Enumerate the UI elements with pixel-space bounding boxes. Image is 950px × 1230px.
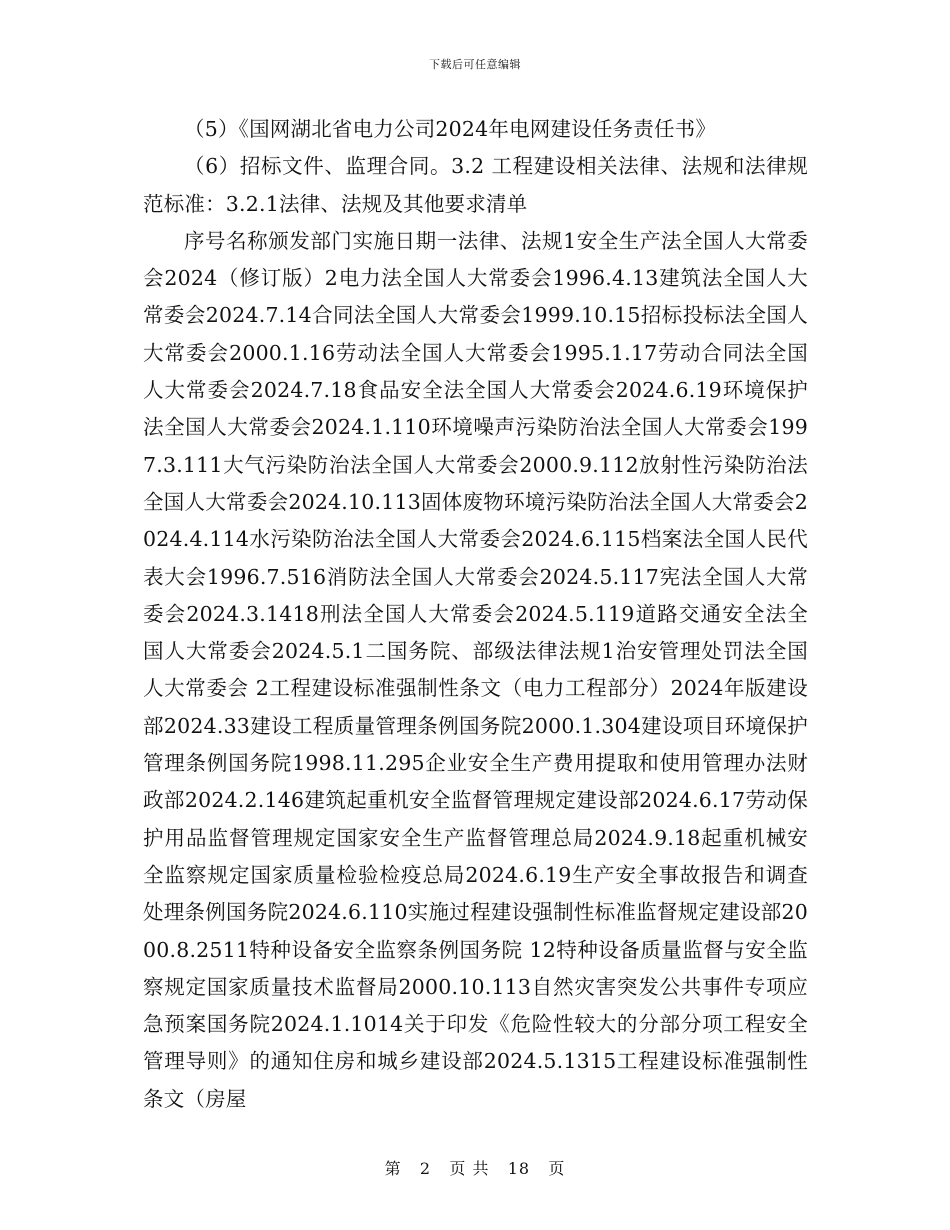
footer-prefix: 第 (384, 1159, 402, 1178)
paragraph-reference-6: （6）招标文件、监理合同。3.2 工程建设相关法律、法规和法律规范标准：3.2.1法律、法规及其他要求清单 (143, 154, 808, 216)
footer-suffix: 页 (548, 1159, 566, 1178)
footer-page-number: 2 (419, 1159, 432, 1178)
page-footer (0, 1156, 950, 1179)
paragraph-reference-5: （5）《国网湖北省电力公司2024年电网建设任务责任书》 (184, 117, 717, 141)
footer-middle: 页 共 (449, 1159, 490, 1178)
document-body (143, 111, 808, 1118)
page-header: 下载后可任意编辑 (429, 58, 521, 71)
footer-total-pages: 18 (507, 1159, 531, 1178)
paragraph-law-list: 序号名称颁发部门实施日期一法律、法规1安全生产法全国人大常委会2024（修订版）2电力法全国人大常委会1996.4.13建筑法全国人大常委会2024.7.14合同法全国人大常委会1999.10.15招标投标法全国人大常委会2000.1.16劳动法全国人大常委会1995.1.17劳动合同法全国人大常委会2024.7.18食品安全法全国人大常委会2024.6.19环境保护法全国人大常委会2024.1.110环境噪声污染防治法全国人大常委会1997.3.111大气污染防治法全国人大常委会2000.9.112放射性污染防治法全国人大常委会2024.10.113固体废物环境污染防治法全国人大常委会2024.4.114水污染防治法全国人大常委会2024.6.115档案法全国人民代表大会1996.7.516消防法全国人大常委会2024.5.117宪法全国人大常委会2024.3.1418刑法全国人大常委会2024.5.119道路交通安全法全国人大常委会2024.5.1二国务院、部级法律法规1治安管理处罚法全国人大常委会 2工程建设标准强制性条文（电力工程部分）2024年版建设部2024.33建设工程质量管理条例国务院2000.1.304建设项目环境保护管理条例国务院1998.11.295企业安全生产费用提取和使用管理办法财政部2024.2.146建筑起重机安全监督管理规定建设部2024.6.17劳动保护用品监督管理规定国家安全生产监督管理总局2024.9.18起重机械安全监察规定国家质量检验检疫总局2024.6.19生产安全事故报告和调查处理条例国务院2024.6.110实施过程建设强制性标准监督规定建设部2000.8.2511特种设备安全监察条例国务院 12特种设备质量监督与安全监察规定国家质量技术监督局2000.10.113自然灾害突发公共事件专项应急预案国务院2024.1.1014关于印发《危险性较大的分部分项工程安全管理导则》的通知住房和城乡建设部2024.5.1315工程建设标准强制性条文（房屋 (143, 228, 808, 1111)
